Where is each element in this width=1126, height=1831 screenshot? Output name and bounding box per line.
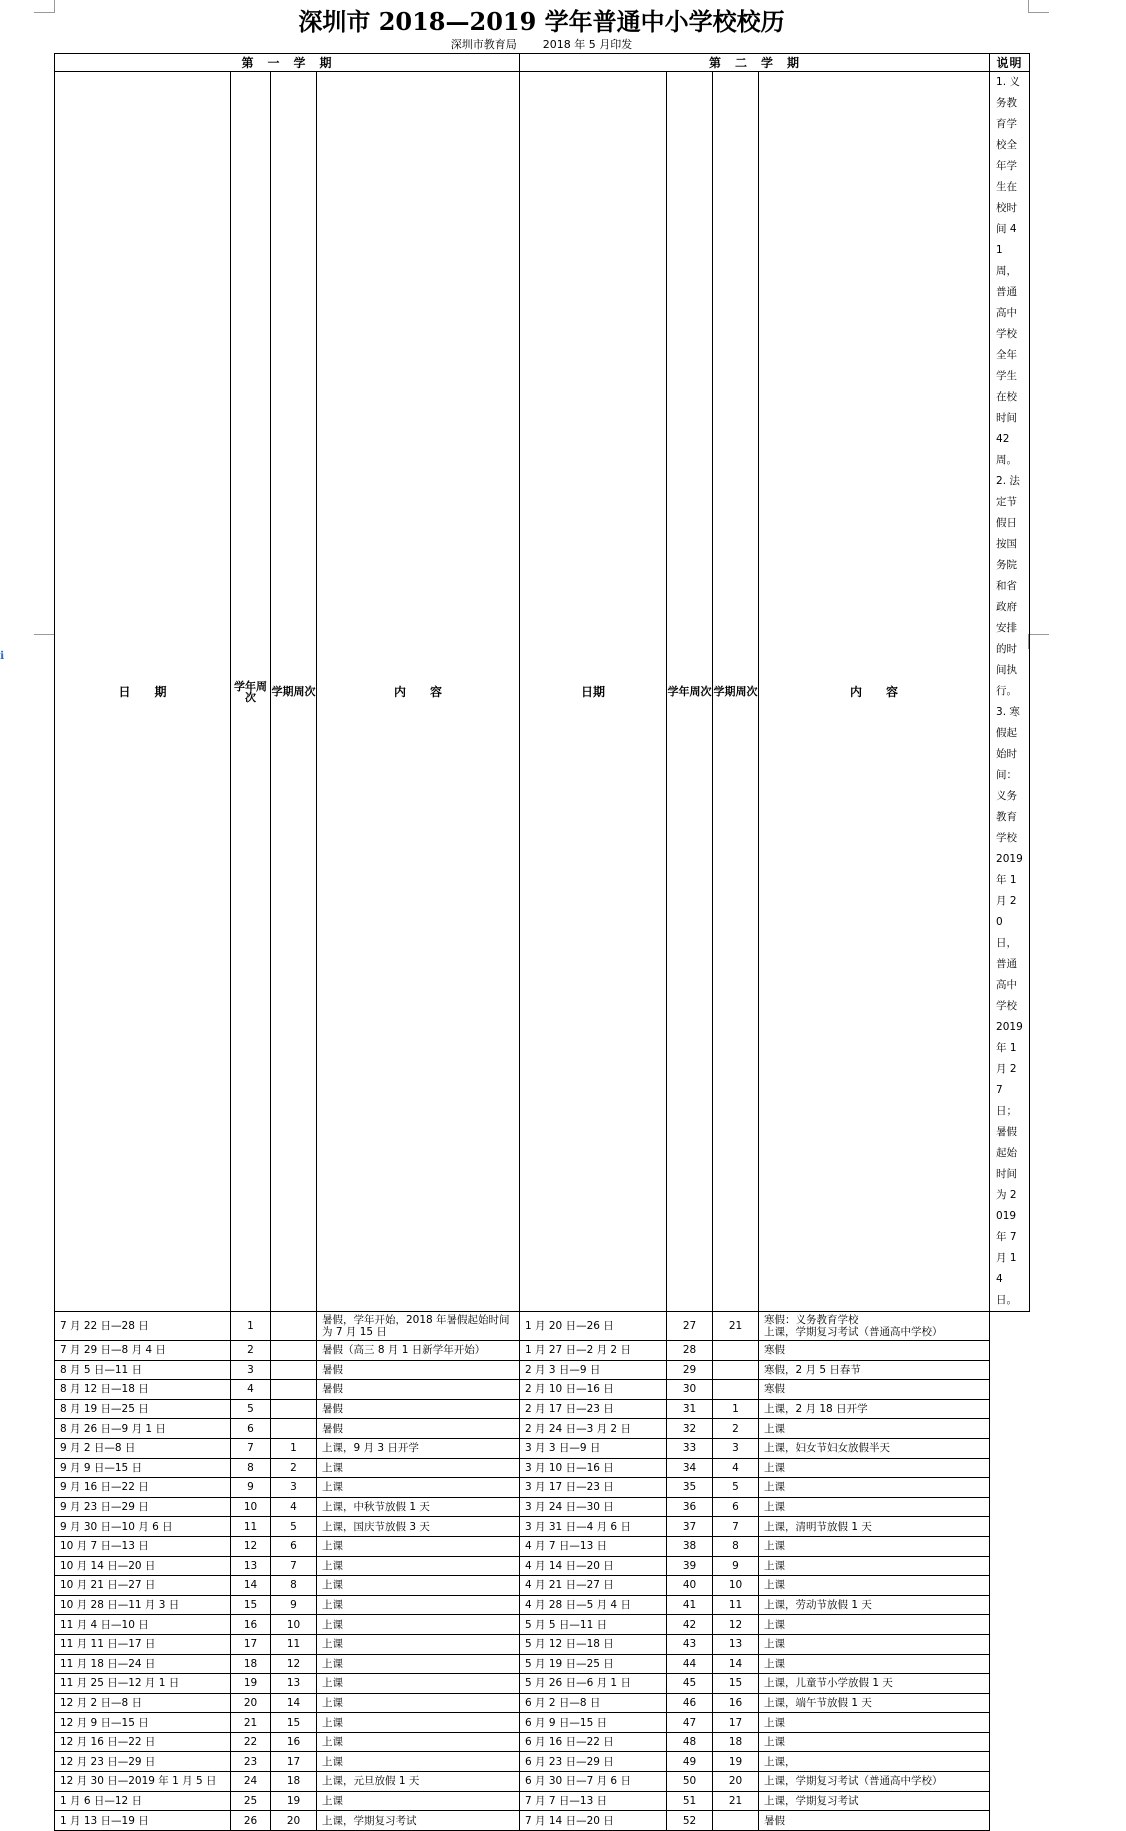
sem2-year-week-cell: 31 [667,1399,713,1419]
sem1-year-week-cell: 11 [231,1517,271,1537]
sem1-term-week-cell: 17 [271,1752,317,1772]
sem1-term-week-cell: 5 [271,1517,317,1537]
sem2-year-week-cell: 41 [667,1595,713,1615]
sem2-year-week-cell: 47 [667,1713,713,1733]
sem1-year-week-cell: 1 [231,1312,271,1341]
sem1-content-cell: 上课 [317,1556,520,1576]
table-row [55,1791,1030,1811]
sem1-content-cell: 暑假 [317,1399,520,1419]
sem2-term-week-cell [713,1360,759,1380]
sem1-year-week-cell: 19 [231,1674,271,1694]
sem2-content-cell: 上课 [759,1556,990,1576]
sem2-term-week-cell: 21 [713,1791,759,1811]
sem1-content-cell: 上课，国庆节放假 3 天 [317,1517,520,1537]
sem2-term-week-cell: 18 [713,1732,759,1752]
sem1-year-week-cell: 24 [231,1772,271,1792]
sem2-date-cell: 3 月 10 日—16 日 [520,1458,667,1478]
sem2-content-cell: 上课，学期复习考试（普通高中学校） [759,1772,990,1792]
sem2-term-week-cell: 1 [713,1399,759,1419]
sem2-content-cell: 上课 [759,1576,990,1596]
sem1-term-week-cell: 20 [271,1811,317,1831]
sem2-date-cell: 6 月 30 日—7 月 6 日 [520,1772,667,1792]
sem1-content-cell: 上课 [317,1654,520,1674]
sem2-date-cell: 4 月 14 日—20 日 [520,1556,667,1576]
page-guide-top-left [34,0,55,13]
sem2-year-week-cell: 50 [667,1772,713,1792]
sem1-date-cell: 9 月 30 日—10 月 6 日 [55,1517,231,1537]
sem2-content-cell: 上课，清明节放假 1 天 [759,1517,990,1537]
sem1-content-cell: 上课，元旦放假 1 天 [317,1772,520,1792]
sem2-year-week-cell: 36 [667,1497,713,1517]
table-row [55,1634,1030,1654]
sem1-date-cell: 12 月 2 日—8 日 [55,1693,231,1713]
sem1-term-week-cell: 19 [271,1791,317,1811]
table-row [55,1497,1030,1517]
sem1-date-cell: 9 月 16 日—22 日 [55,1478,231,1498]
sem2-content-cell: 上课，劳动节放假 1 天 [759,1595,990,1615]
sem2-term-week-cell: 4 [713,1458,759,1478]
sem1-term-week-cell [271,1419,317,1439]
sem1-content-cell: 上课 [317,1576,520,1596]
date-header: 日 期 [55,72,231,1312]
sem2-date-cell: 4 月 28 日—5 月 4 日 [520,1595,667,1615]
sem1-year-week-cell: 15 [231,1595,271,1615]
sem1-date-cell: 8 月 12 日—18 日 [55,1380,231,1400]
sem1-content-cell: 上课 [317,1674,520,1694]
sem1-term-week-cell: 14 [271,1693,317,1713]
sem2-date-cell: 6 月 23 日—29 日 [520,1752,667,1772]
sem1-term-week-cell: 16 [271,1732,317,1752]
sem1-year-week-cell: 22 [231,1732,271,1752]
sem2-term-week-cell: 15 [713,1674,759,1694]
sem2-date-cell: 2 月 17 日—23 日 [520,1399,667,1419]
sem2-year-week-cell: 32 [667,1419,713,1439]
sem2-term-week-cell: 16 [713,1693,759,1713]
sem2-term-week-cell: 14 [713,1654,759,1674]
sem2-date-cell: 5 月 26 日—6 月 1 日 [520,1674,667,1694]
sem1-content-cell: 上课 [317,1595,520,1615]
sem1-content-cell: 暑假（高三 8 月 1 日新学年开始） [317,1341,520,1361]
sem1-content-cell: 上课 [317,1732,520,1752]
sem1-date-cell: 11 月 18 日—24 日 [55,1654,231,1674]
sem2-year-week-cell: 29 [667,1360,713,1380]
sem2-term-week-cell: 17 [713,1713,759,1733]
table-row [55,1713,1030,1733]
sem2-term-week-cell [713,1380,759,1400]
sem2-date-cell: 5 月 19 日—25 日 [520,1654,667,1674]
sem2-date-cell: 3 月 31 日—4 月 6 日 [520,1517,667,1537]
sem2-content-cell: 上课 [759,1497,990,1517]
sem2-term-week-cell: 10 [713,1576,759,1596]
sem1-term-week-cell [271,1312,317,1341]
table-row [55,1732,1030,1752]
sem2-content-cell: 上课， [759,1752,990,1772]
sem1-date-cell: 1 月 13 日—19 日 [55,1811,231,1831]
sem2-year-week-cell: 42 [667,1615,713,1635]
sem2-year-week-cell: 44 [667,1654,713,1674]
sem1-date-cell: 9 月 2 日—8 日 [55,1438,231,1458]
sem2-date-cell: 3 月 3 日—9 日 [520,1438,667,1458]
sem1-year-week-cell: 21 [231,1713,271,1733]
table-row [55,1693,1030,1713]
sem2-year-week-cell: 33 [667,1438,713,1458]
issuer: 深圳市教育局 [450,38,517,51]
note-item: 2. 法定节假日按国务院和省政府安排的时间执行。 [996,475,1020,697]
sem2-content-cell: 上课，儿童节小学放假 1 天 [759,1674,990,1694]
sem2-content-cell: 寒假，2 月 5 日春节 [759,1360,990,1380]
table-row [55,1341,1030,1361]
note-item: 1. 义务教育学校全年学生在校时间 41 周，普通高中学校全年学生在校时间 42 周。 [996,76,1020,466]
sem1-term-week-cell: 11 [271,1634,317,1654]
sem1-date-cell: 11 月 4 日—10 日 [55,1615,231,1635]
sem2-date-cell: 4 月 21 日—27 日 [520,1576,667,1596]
page-subtitle [54,38,1029,52]
sem2-term-week-cell: 5 [713,1478,759,1498]
sem1-year-week-cell: 7 [231,1438,271,1458]
sem2-content-cell: 上课，学期复习考试 [759,1791,990,1811]
table-row [55,1772,1030,1792]
sem2-year-week-cell: 30 [667,1380,713,1400]
sem1-content-cell: 上课 [317,1791,520,1811]
table-row [55,1654,1030,1674]
sem1-content-cell: 暑假，学年开始，2018 年暑假起始时间为 7 月 15 日 [317,1312,520,1341]
sem1-year-week-cell: 17 [231,1634,271,1654]
sem1-date-cell: 9 月 9 日—15 日 [55,1458,231,1478]
sem2-term-week-cell: 6 [713,1497,759,1517]
sem1-date-cell: 10 月 14 日—20 日 [55,1556,231,1576]
sem1-year-week-cell: 26 [231,1811,271,1831]
page-guide-top-right [1028,0,1049,13]
sem1-year-week-cell: 2 [231,1341,271,1361]
sem2-year-week-cell: 46 [667,1693,713,1713]
sem1-date-cell: 10 月 28 日—11 月 3 日 [55,1595,231,1615]
sem2-content-cell: 上课 [759,1713,990,1733]
sem1-content-cell: 上课 [317,1634,520,1654]
sem2-date-cell: 1 月 27 日—2 月 2 日 [520,1341,667,1361]
table-row [55,1536,1030,1556]
sem1-term-week-cell: 18 [271,1772,317,1792]
sem1-term-week-cell: 9 [271,1595,317,1615]
sem1-content-cell: 暑假 [317,1419,520,1439]
page-title: 深圳市 2018—2019 学年普通中小学校校历 [298,7,785,36]
sem1-content-cell: 上课，中秋节放假 1 天 [317,1497,520,1517]
table-row [55,1556,1030,1576]
sem1-year-week-cell: 13 [231,1556,271,1576]
sem2-year-week-cell: 45 [667,1674,713,1694]
sem1-date-cell: 8 月 19 日—25 日 [55,1399,231,1419]
sem1-content-cell: 上课 [317,1478,520,1498]
sem1-year-week-cell: 18 [231,1654,271,1674]
sem1-date-cell: 8 月 26 日—9 月 1 日 [55,1419,231,1439]
notes-header: 说明 [990,54,1030,72]
sem2-date-cell: 3 月 17 日—23 日 [520,1478,667,1498]
sem1-term-week-cell: 15 [271,1713,317,1733]
table-row [55,1811,1030,1831]
table-row [55,1312,1030,1341]
sem1-date-cell: 11 月 25 日—12 月 1 日 [55,1674,231,1694]
sem2-term-week-cell: 8 [713,1536,759,1556]
sem2-year-week-cell: 39 [667,1556,713,1576]
page-guide-bottom-right [1028,634,1049,649]
semester-2-header: 第 二 学 期 [520,54,990,72]
sem2-date-cell: 7 月 7 日—13 日 [520,1791,667,1811]
sem1-date-cell: 11 月 11 日—17 日 [55,1634,231,1654]
sem2-date-cell: 7 月 14 日—20 日 [520,1811,667,1831]
table-row [55,1674,1030,1694]
sem1-term-week-cell: 8 [271,1576,317,1596]
sem2-year-week-cell: 48 [667,1732,713,1752]
sem1-term-week-cell: 12 [271,1654,317,1674]
table-row [55,1380,1030,1400]
sem2-content-cell: 上课，妇女节妇女放假半天 [759,1438,990,1458]
sem2-year-week-cell: 49 [667,1752,713,1772]
sem2-year-week-cell: 28 [667,1341,713,1361]
table-row [55,1399,1030,1419]
sem1-term-week-cell: 7 [271,1556,317,1576]
page-guide-bottom-left [34,634,55,649]
sem1-year-week-cell: 12 [231,1536,271,1556]
sem1-date-cell: 7 月 22 日—28 日 [55,1312,231,1341]
table-row [55,1752,1030,1772]
sem2-date-cell: 2 月 10 日—16 日 [520,1380,667,1400]
sem2-term-week-cell: 21 [713,1312,759,1341]
sem1-date-cell: 7 月 29 日—8 月 4 日 [55,1341,231,1361]
sem1-date-cell: 12 月 16 日—22 日 [55,1732,231,1752]
table-row [55,1458,1030,1478]
school-year-week-header-2: 学年周次 [667,72,713,1312]
sem1-content-cell: 上课 [317,1713,520,1733]
sem1-content-cell: 暑假 [317,1380,520,1400]
sem2-term-week-cell [713,1811,759,1831]
sem2-year-week-cell: 34 [667,1458,713,1478]
sem2-date-cell: 6 月 2 日—8 日 [520,1693,667,1713]
term-week-header-2: 学期周次 [713,72,759,1312]
content-header-2: 内 容 [759,72,990,1312]
sem2-content-cell: 寒假：义务教育学校 上课，学期复习考试（普通高中学校） [759,1312,990,1341]
sem2-term-week-cell: 13 [713,1634,759,1654]
sem1-year-week-cell: 14 [231,1576,271,1596]
school-year-week-header: 学年周次 [231,72,271,1312]
sem1-year-week-cell: 10 [231,1497,271,1517]
sem1-date-cell: 12 月 23 日—29 日 [55,1752,231,1772]
sem1-date-cell: 10 月 7 日—13 日 [55,1536,231,1556]
sem2-year-week-cell: 52 [667,1811,713,1831]
sem2-term-week-cell: 19 [713,1752,759,1772]
sem2-term-week-cell: 20 [713,1772,759,1792]
table-row [55,1615,1030,1635]
sem1-content-cell: 上课，学期复习考试 [317,1811,520,1831]
sem1-content-cell: 上课 [317,1615,520,1635]
sem1-content-cell: 上课 [317,1752,520,1772]
content-header: 内 容 [317,72,520,1312]
sem1-content-cell: 暑假 [317,1360,520,1380]
sem1-content-cell: 上课，9 月 3 日开学 [317,1438,520,1458]
sem2-term-week-cell: 3 [713,1438,759,1458]
sem1-date-cell: 12 月 30 日—2019 年 1 月 5 日 [55,1772,231,1792]
sem2-date-cell: 6 月 16 日—22 日 [520,1732,667,1752]
table-row [55,1419,1030,1439]
sem1-term-week-cell: 4 [271,1497,317,1517]
sem2-date-cell: 6 月 9 日—15 日 [520,1713,667,1733]
sem1-year-week-cell: 25 [231,1791,271,1811]
date-header-2: 日期 [520,72,667,1312]
sem2-year-week-cell: 27 [667,1312,713,1341]
sem1-content-cell: 上课 [317,1693,520,1713]
notes-cell [990,72,1030,1312]
sem1-year-week-cell: 6 [231,1419,271,1439]
sem2-term-week-cell: 11 [713,1595,759,1615]
sem1-term-week-cell: 3 [271,1478,317,1498]
sem2-year-week-cell: 37 [667,1517,713,1537]
sem1-date-cell: 1 月 6 日—12 日 [55,1791,231,1811]
sem1-content-cell: 上课 [317,1536,520,1556]
sem1-term-week-cell: 6 [271,1536,317,1556]
sem2-content-cell: 暑假 [759,1811,990,1831]
sem1-term-week-cell: 1 [271,1438,317,1458]
sem1-year-week-cell: 3 [231,1360,271,1380]
sem1-year-week-cell: 9 [231,1478,271,1498]
sem1-term-week-cell: 10 [271,1615,317,1635]
sem2-date-cell: 2 月 24 日—3 月 2 日 [520,1419,667,1439]
table-row [55,1360,1030,1380]
table-row [55,1438,1030,1458]
sem1-term-week-cell: 13 [271,1674,317,1694]
sem2-content-cell: 上课 [759,1634,990,1654]
sem2-term-week-cell: 9 [713,1556,759,1576]
sem2-content-cell: 寒假 [759,1380,990,1400]
semester-1-header: 第 一 学 期 [55,54,520,72]
table-row [55,1576,1030,1596]
sem2-year-week-cell: 51 [667,1791,713,1811]
sem2-date-cell: 3 月 24 日—30 日 [520,1497,667,1517]
table-row [55,1595,1030,1615]
sem2-content-cell: 上课 [759,1536,990,1556]
sem1-term-week-cell [271,1360,317,1380]
sem1-year-week-cell: 8 [231,1458,271,1478]
sem2-content-cell: 上课 [759,1419,990,1439]
sem1-term-week-cell [271,1380,317,1400]
sem2-term-week-cell: 7 [713,1517,759,1537]
sem2-content-cell: 上课 [759,1478,990,1498]
sem2-term-week-cell [713,1341,759,1361]
sem2-content-cell: 上课 [759,1615,990,1635]
sem2-content-cell: 上课，2 月 18 日开学 [759,1399,990,1419]
sem2-content-cell: 上课 [759,1458,990,1478]
sem2-date-cell: 5 月 5 日—11 日 [520,1615,667,1635]
school-calendar-table [54,53,1030,1831]
sem2-date-cell: 4 月 7 日—13 日 [520,1536,667,1556]
sem2-year-week-cell: 35 [667,1478,713,1498]
sem2-content-cell: 上课 [759,1654,990,1674]
cursor-mark-icon: ℹ [0,649,5,662]
sem2-content-cell: 寒假 [759,1341,990,1361]
sem2-term-week-cell: 12 [713,1615,759,1635]
sem1-date-cell: 8 月 5 日—11 日 [55,1360,231,1380]
sem2-date-cell: 1 月 20 日—26 日 [520,1312,667,1341]
term-week-header: 学期周次 [271,72,317,1312]
sem1-term-week-cell: 2 [271,1458,317,1478]
sem2-content-cell: 上课 [759,1732,990,1752]
sem2-year-week-cell: 38 [667,1536,713,1556]
sem1-year-week-cell: 20 [231,1693,271,1713]
sem1-term-week-cell [271,1399,317,1419]
sem2-date-cell: 2 月 3 日—9 日 [520,1360,667,1380]
sem1-date-cell: 9 月 23 日—29 日 [55,1497,231,1517]
sem2-year-week-cell: 40 [667,1576,713,1596]
sem1-year-week-cell: 23 [231,1752,271,1772]
sem2-date-cell: 5 月 12 日—18 日 [520,1634,667,1654]
sem1-year-week-cell: 16 [231,1615,271,1635]
note-item: 3. 寒假起始时间：义务教育学校 2019 年 1 月 20 日，普通高中学校 2019 年 1 月 27 日；暑假起始时间为 2019 年 7 月 14 日。 [996,706,1023,1306]
sem1-date-cell: 10 月 21 日—27 日 [55,1576,231,1596]
sem2-term-week-cell: 2 [713,1419,759,1439]
issue-date: 2018 年 5 月印发 [542,38,633,51]
sem1-content-cell: 上课 [317,1458,520,1478]
sem1-date-cell: 12 月 9 日—15 日 [55,1713,231,1733]
sem1-year-week-cell: 5 [231,1399,271,1419]
sem1-year-week-cell: 4 [231,1380,271,1400]
sem2-year-week-cell: 43 [667,1634,713,1654]
sem2-content-cell: 上课，端午节放假 1 天 [759,1693,990,1713]
sem1-term-week-cell [271,1341,317,1361]
table-row [55,1517,1030,1537]
table-row [55,1478,1030,1498]
